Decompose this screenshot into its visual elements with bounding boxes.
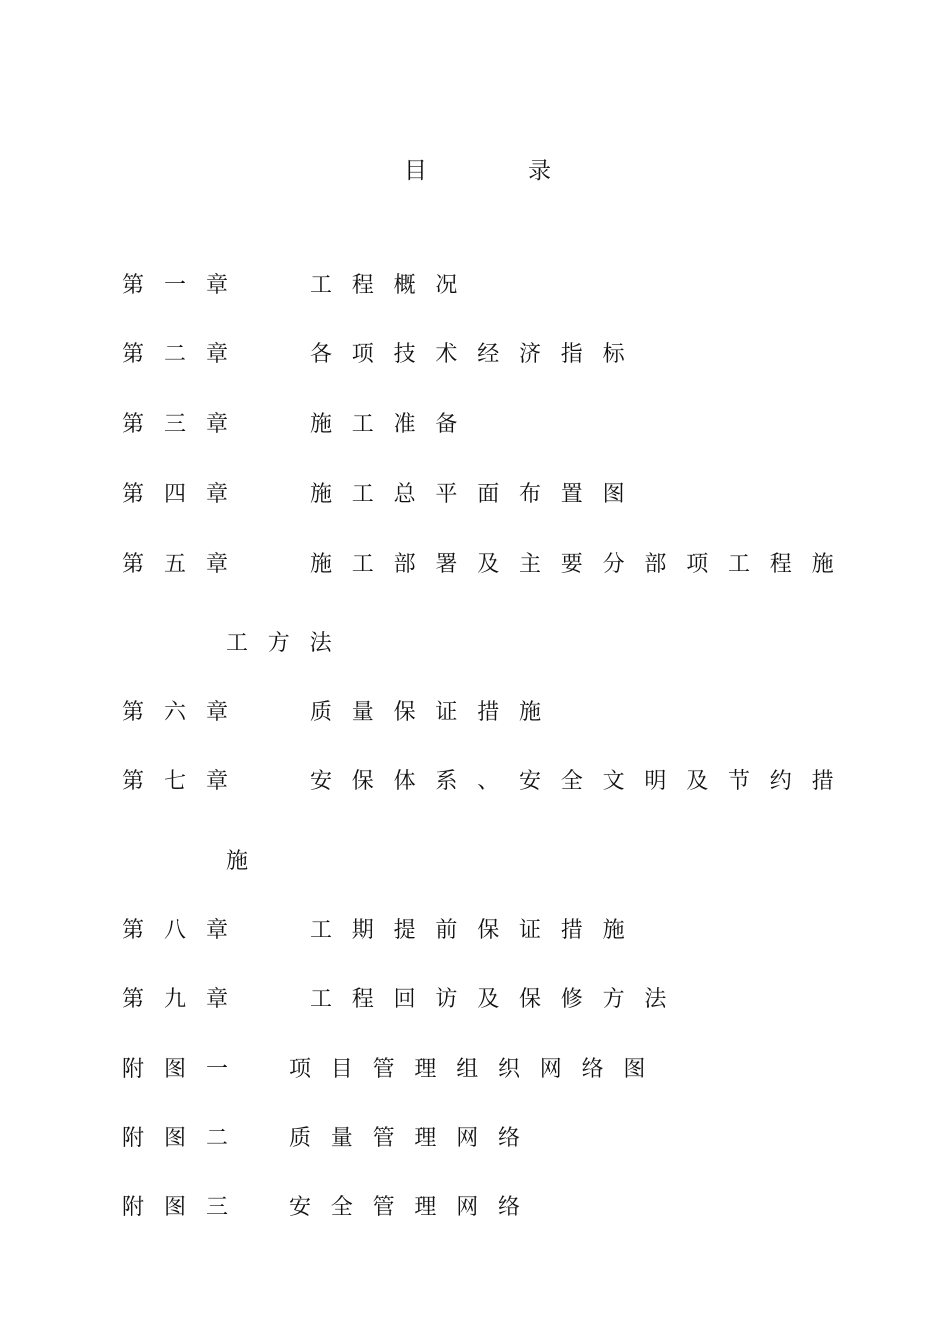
toc-entry-chapter-9 [0, 984, 950, 1016]
toc-entry-label: 第三章 [122, 412, 249, 437]
toc-entry-appendix-3 [0, 1192, 950, 1224]
toc-entry-text: 安全管理网络 [289, 1195, 540, 1220]
toc-entry-chapter-3 [0, 409, 950, 441]
toc-entry-text: 项目管理组织网络图 [289, 1057, 666, 1082]
toc-entry-chapter-8 [0, 915, 950, 947]
toc-entry-chapter-7-continuation [0, 846, 950, 878]
toc-entry-label: 第二章 [122, 342, 249, 367]
toc-entry-label: 第六章 [122, 700, 249, 725]
toc-entry-label: 第一章 [122, 273, 249, 298]
toc-entry-appendix-2 [0, 1123, 950, 1155]
toc-entry-label: 第四章 [122, 482, 249, 507]
toc-entry-label: 附图二 [122, 1126, 249, 1151]
toc-entry-text: 安保体系、安全文明及节约措 [310, 769, 854, 794]
toc-entry-label: 附图三 [122, 1195, 249, 1220]
toc-entry-chapter-7 [0, 766, 950, 798]
toc-entry-text: 质量管理网络 [289, 1126, 540, 1151]
toc-entry-text: 工程概况 [310, 273, 478, 298]
toc-entry-chapter-6 [0, 697, 950, 729]
toc-entry-text: 施工准备 [310, 412, 478, 437]
toc-entry-chapter-1 [0, 270, 950, 302]
toc-entry-label: 第五章 [122, 552, 249, 577]
toc-entry-continuation-text: 施 [226, 849, 268, 874]
toc-entry-text: 施工部署及主要分部项工程施 [310, 552, 854, 577]
toc-title-char-2: 录 [528, 158, 551, 184]
toc-entry-chapter-5 [0, 549, 950, 581]
toc-entry-chapter-2 [0, 339, 950, 371]
toc-entry-text: 质量保证措施 [310, 700, 561, 725]
toc-entry-continuation-text: 工方法 [226, 631, 352, 656]
toc-entry-text: 工期提前保证措施 [310, 918, 645, 943]
toc-entry-chapter-5-continuation [0, 628, 950, 660]
toc-entry-label: 第八章 [122, 918, 249, 943]
toc-entry-label: 附图一 [122, 1057, 249, 1082]
toc-entry-text: 工程回访及保修方法 [310, 987, 687, 1012]
toc-entry-text: 施工总平面布置图 [310, 482, 645, 507]
toc-title-char-1: 目 [404, 158, 427, 184]
toc-entry-appendix-1 [0, 1054, 950, 1086]
toc-entry-chapter-4 [0, 479, 950, 511]
toc-entry-label: 第九章 [122, 987, 249, 1012]
toc-entry-label: 第七章 [122, 769, 249, 794]
toc-entry-text: 各项技术经济指标 [310, 342, 645, 367]
